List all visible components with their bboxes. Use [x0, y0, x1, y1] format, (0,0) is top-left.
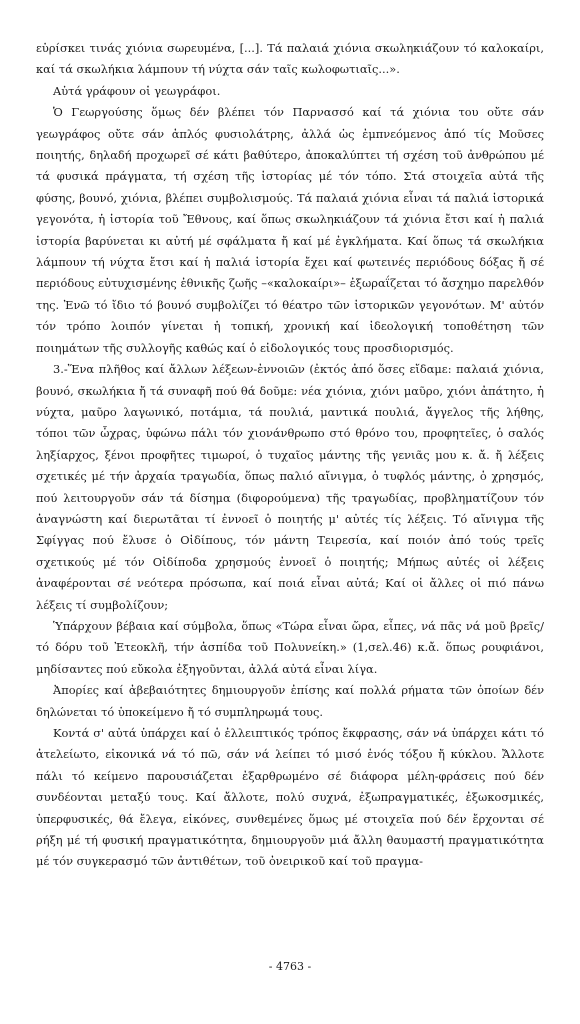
paragraph-7: Κοντά σ' αὐτά ὑπάρχει καί ὁ ἐλλειπτικός τρόπος ἔκφρασης, σάν νά ὑπάρχει κάτι τό ἀτελείωτο, εἰκονικά νά τό πῶ, σάν νά λείπει τό μισό ἑνός τόξου ἤ κύκλου. Ἄλλοτε πάλι τό κείμενο παρουσιάζεται ἐξαρθρωμένο σέ διάφορα μέλη-φράσεις πού δέν συνδέονται μεταξύ τους. Καί ἄλλοτε, πολύ συχνά, ἐξωπραγματικές, ἐξωκοσμικές, ὑπερφυσικές, θά ἔλεγα, εἰκόνες, συνθεμένες ὅμως μέ στοιχεῖα πού δέν ἔρχονται σέ ρήξη μέ τή φυσική πραγματικότητα, δημιουργοῦν μιά ἄλλη θαυμαστή πραγματικότητα μέ τόν συγκερασμό τῶν ἀντιθέτων, τοῦ ὀνειρικοῦ καί τοῦ πραγμα-	[36, 726, 544, 869]
paragraph-1: εὑρίσκει τινάς χιόνια σωρευμένα, [...]. Τά παλαιά χιόνια σκωληκιάζουν τό καλοκαίρι, καί τά σκωλήκια λάμπουν τή νύχτα σάν ταῖς κωλοφωτιαῖς...».	[36, 41, 544, 77]
paragraph-6: Ἀπορίες καί ἀβεβαιότητες δημιουργοῦν ἐπίσης καί πολλά ρήματα τῶν ὁποίων δέν δηλώνεται τό ὑποκείμενο ἤ τό συμπληρωμά τους.	[36, 683, 544, 719]
page-body	[36, 38, 544, 873]
paragraph-4: 3.-Ἕνα πλῆθος καί ἄλλων λέξεων-ἐννοιῶν (ἐκτός ἀπό ὅσες εἴδαμε: παλαιά χιόνια, βουνό, σκωλήκια ἤ τά συναφῆ πού θά δοῦμε: νέα χιόνια, χιόνι μαῦρο, χιόνι ἀπάτητο, ἡ νύχτα, μαῦρο λαγωνικό, ποτάμια, τά πουλιά, μαντικά πουλιά, ἄγγελος τῆς λήθης, τόποι τῶν ὧχρας, ὑφώνω πάλι τόν χιονάνθρωπο στό θρόνο του, προφητεῖες, ὁ σαλός ληξίαρχος, ξένοι προφῆτες τιμωροί, ὁ τυχαῖος μάντης τῆς γενιᾶς μου κ. ἄ. ἤ λέξεις σχετικές μέ τήν ἀρχαία τραγωδία, ὅπως παλιό αἴνιγμα, ὁ τυφλός μάντης, ὁ χρησμός, πού λειτουργοῦν σάν τά δίσημα (διφορούμενα) τῆς τραγωδίας, προβληματίζουν τόν ἀναγνώστη καί διερωτᾶται τί ἐννοεῖ ὁ ποιητής μ' αὐτές τίς λέξεις. Τό αἴνιγμα τῆς Σφίγγας πού ἔλυσε ὁ Οἰδίπους, τόν μάντη Τειρεσία, καί ποιόν ἀπό τούς τρεῖς σχετικούς μέ τόν Οἰδίποδα χρησμούς ἐννοεῖ ὁ ποιητής; Μήπως αὐτές οἱ λέξεις ἀναφέρονται σέ νεότερα πρόσωπα, καί ποιά εἶναι αὐτά; Καί οἱ ἄλλες οἱ πιό πάνω λέξεις τί συμβολίζουν;	[36, 362, 544, 612]
paragraph-5: Ὑπάρχουν βέβαια καί σύμβολα, ὅπως «Τώρα εἶναι ὥρα, εἶπες, νά πᾶς νά μοῦ βρεῖς/τό δόρυ τοῦ Ἐτεοκλῆ, τήν ἀσπίδα τοῦ Πολυνείκη.» (1,σελ.46) κ.ἄ. ὅπως ρουφιάνοι, μηδίσαντες πού εὔκολα ἐξηγοῦνται, ἀλλά αὐτά εἶναι λίγα.	[36, 618, 544, 676]
page-number: - 4763 -	[268, 960, 312, 973]
paragraph-2: Αὐτά γράφουν οἱ γεωγράφοι.	[53, 83, 221, 98]
paragraph-3: Ὁ Γεωργούσης ὅμως δέν βλέπει τόν Παρνασσό καί τά χιόνια του οὔτε σάν γεωγράφος οὔτε σάν ἁπλός φυσιολάτρης, ἀλλά ὡς ἐμπνεόμενος ἀπό τίς Μοῦσες ποιητής, δηλαδή προχωρεῖ σέ κάτι βαθύτερο, ἀποκαλύπτει τή σχέση τοῦ ἀνθρώπου μέ τά φυσικά πράγματα, τή σχέση τῆς ἱστορίας μέ τόν τόπο. Στά στοιχεῖα αὐτά τῆς φύσης, βουνό, χιόνια, βλέπει συμβολισμούς. Τά παλαιά χιόνια εἶναι τά παλιά ἱστορικά γεγονότα, ἡ ἱστορία τοῦ Ἔθνους, καί ὅπως σκωληκιάζουν τά χιόνια ἔτσι καί ἡ παλιά ἱστορία βαρύνεται κι αὐτή μέ σφάλματα ἤ καί μέ ἐγκλήματα. Καί ὅπως τά σκωλήκια λάμπουν τή νύχτα ἔτσι καί ἡ παλιά ἱστορία ἔχει καί φωτεινές περιόδους δόξας ἤ σέ περιόδους εὐτυχισμένης ἐθνικῆς ζωῆς –«καλοκαίρι»– ἐξωραΐζεται τό ἄσχημο παρελθόν της. Ἐνῶ τό ἴδιο τό βουνό συμβολίζει τό θέατρο τῶν ἱστορικῶν γεγονότων. Μ' αὐτόν τόν τρόπο λοιπόν γίνεται ἡ τοπική, χρονική καί ἰδεολογική τοποθέτηση τῶν ποιημάτων τῆς συλλογῆς καθώς καί ὁ εἰδολογικός τους προσδιορισμός.	[36, 105, 544, 355]
